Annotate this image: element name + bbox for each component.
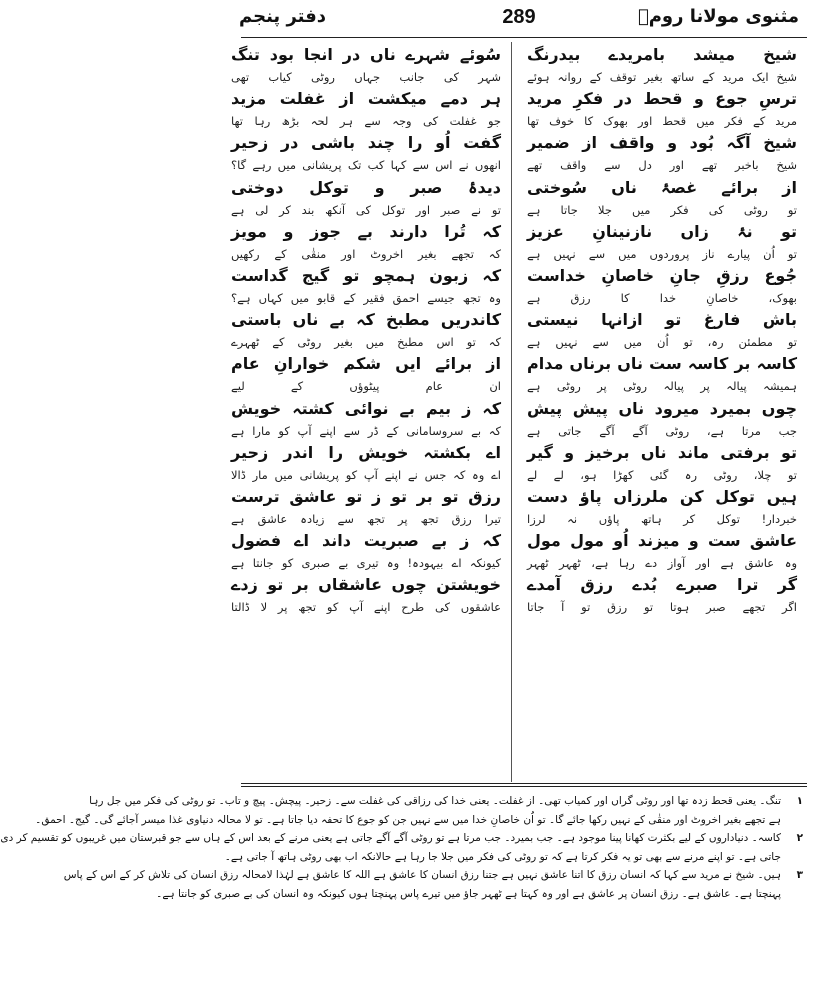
translation-line: تیرا رزق تجھ پر تجھ سے زیادہ عاشق ہے bbox=[231, 511, 501, 526]
translation-line: ہمیشہ پیالہ پر پیالہ روٹی پر روٹی ہے bbox=[527, 379, 797, 394]
footnote-rule bbox=[241, 783, 807, 784]
volume-title: دفتر پنجم bbox=[239, 6, 327, 27]
verse-line: کہ تُرا دارند بے جوز و مویز bbox=[231, 221, 501, 241]
translation-line: اے وہ کہ جس نے اپنے آپ کو پریشانی میں مار ڈالا bbox=[231, 467, 501, 482]
translation-line: شیخ ایک مرید کے ساتھ بغیر توقف کے روانہ ہوئے bbox=[527, 70, 797, 85]
footnotes bbox=[0, 792, 807, 903]
translation-line: جب مرتا ہے، روٹی آگے آگے جاتی ہے bbox=[527, 423, 797, 438]
translation-line: جو غفلت کی وجہ سے ہر لحہ بڑھ رہا تھا bbox=[231, 114, 501, 129]
verse-line: ترسِ جوع و قحط در فکرِ مرید bbox=[527, 89, 797, 109]
verse-line: کاندریں مطبخ کہ بے ناں باستی bbox=[231, 310, 501, 330]
verse-line: شیخ میشد بامریدے بیدرنگ bbox=[527, 45, 797, 64]
footnote-line bbox=[0, 829, 807, 848]
translation-line: انھوں نے اس سے کہا کب تک پریشانی میں رہے گا؟ bbox=[231, 158, 501, 173]
verse-line: جُوع رزقِ جانِ خاصانِ خداست bbox=[527, 265, 797, 285]
translation-line: تو اُن پیارے ناز پروردوں میں سے نہیں ہے bbox=[527, 246, 797, 261]
footnote-number: ۳ bbox=[796, 869, 803, 881]
column-divider bbox=[511, 42, 512, 782]
footnote-line bbox=[35, 811, 807, 830]
page-header bbox=[231, 4, 807, 34]
verse-line: سُوئے شہرے ناں در انجا بود تنگ bbox=[231, 45, 501, 64]
verse-line: اے بکشتہ خویش را اندر زحیر bbox=[231, 442, 501, 462]
translation-line: کہ بے سروسامانی کے ڈر سے اپنے آپ کو مارا ہے bbox=[231, 423, 501, 438]
right-column bbox=[527, 44, 797, 774]
translation-line: کہ تو اس مطبخ میں بغیر روٹی کے ٹھہرے bbox=[231, 335, 501, 350]
verse-line: عاشق ست و میزند اُو مول مول bbox=[527, 531, 797, 551]
footnote-text: ہے تجھے بغیر اخروٹ اور منقٰی کے نہیں رکھا جائے گا۔ تو اُن خاصانِ خدا میں سے نہیں جن کو جوع کا تحفہ دیا جاتا ہے۔ تو لا محالہ دنیاوی غذا میسر آجائے گی۔ گیج۔ احمق۔ bbox=[35, 813, 781, 826]
translation-line: شیخ باخبر تھے اور دل سے واقف تھے bbox=[527, 158, 797, 173]
translation-line: شہر کی جانب جہاں روٹی کیاب تھی bbox=[231, 70, 501, 85]
translation-line: وہ تجھ جیسے احمق فقیر کے قابو میں کہاں ہے؟ bbox=[231, 291, 501, 306]
translation-line: تو نے صبر اور توکل کی آنکھ بند کر لی ہے bbox=[231, 202, 501, 217]
verse-line: کہ ز بیم بے نوائی کشتہ خویش bbox=[231, 398, 501, 418]
verse-line: شیخ آگہ بُود و واقف از ضمیر bbox=[527, 133, 797, 153]
verse-line: گفت اُو را چند باشی در زحیر bbox=[231, 133, 501, 153]
verse-line: کہ ز بے صبریت داند اے فضول bbox=[231, 531, 501, 551]
translation-line: خبردار! توکل کر ہاتھ پاؤں نہ لرزا bbox=[527, 511, 797, 526]
translation-line: مرید کے فکر میں قحط اور بھوک کا خوف تھا bbox=[527, 114, 797, 129]
verse-line: چوں بمیرد میرود ناں پیش پیش bbox=[527, 398, 797, 418]
verse-line: ہیں توکل کن ملرزاں پاؤ دست bbox=[527, 486, 797, 506]
verse-line: خویشتن چوں عاشقاں بر تو زدے bbox=[231, 575, 501, 595]
translation-line: عاشقوں کی طرح اپنے آپ کو تجھ پر لا ڈالتا bbox=[231, 600, 501, 615]
footnote-line bbox=[156, 885, 807, 904]
footnote-text: ہیں۔ شیخ نے مرید سے کہا کہ انسان رزق کا اتنا عاشق نہیں ہے جتنا رزق انسان کا عاشق ہے اللہ کا عاشق ہے لہٰذا لامحالہ رزق انسان کی تلاش کر کے اس کے پاس bbox=[63, 869, 781, 881]
verse-line: باش فارغ تو ازانہا نیستی bbox=[527, 310, 797, 330]
translation-line: بھوک، خاصانِ خدا کا رزق ہے bbox=[527, 291, 797, 306]
verse-line: رزق تو بر تو ز تو عاشق ترست bbox=[231, 486, 501, 506]
verse-line: کہ زبون ہمچو تو گیج گداست bbox=[231, 265, 501, 285]
footnote-text: تنگ۔ یعنی قحط زدہ تھا اور روٹی گراں اور کمیاب تھی۔ از غفلت۔ یعنی خدا کی رزاقی کی غفلت سے۔ زحیر۔ پیچش۔ پیچ و تاب۔ تو روٹی کی فکر میں جل رہا bbox=[89, 795, 781, 807]
book-title: مثنوی مولانا رومؒ bbox=[637, 6, 799, 27]
footnote-text: پہنچتا ہے۔ عاشق ہے۔ رزق انسان پر عاشق ہے اور وہ کہتا ہے ٹھہر جاؤ میں تیرے پاس پہنچتا ہوں کیونکہ وہ انسان کی بے صبری کو جانتا ہے۔ bbox=[156, 887, 781, 900]
verse-line: ہر دمے میکشت از غفلت مزید bbox=[231, 89, 501, 109]
verse-line: از برائے ایں شکم خوارانِ عام bbox=[231, 354, 501, 374]
header-rule bbox=[241, 37, 807, 38]
translation-line: اگر تجھے صبر ہوتا تو رزق تو آ جاتا bbox=[527, 600, 797, 615]
left-column bbox=[231, 44, 501, 774]
footnote-rule-double bbox=[241, 786, 807, 787]
footnote-line bbox=[224, 848, 807, 867]
translation-line: ان عام پیٹوؤں کے لیے bbox=[231, 379, 501, 394]
translation-line: تو چلا، روٹی رہ گئی کھڑا ہو، لے لے bbox=[527, 467, 797, 482]
translation-line: تو روٹی کی فکر میں جلا جاتا ہے bbox=[527, 202, 797, 217]
verse-line: دیدۂ صبر و توکل دوختی bbox=[231, 177, 501, 197]
verse-line: تو برفتی ماند ناں برخیز و گیر bbox=[527, 442, 797, 462]
footnote-number: ۱ bbox=[796, 795, 803, 807]
verse-line: گر ترا صبرے بُدے رزق آمدے bbox=[527, 575, 797, 595]
verse-line: تو نۂ زاں نازنینانِ عزیز bbox=[527, 221, 797, 241]
translation-line: تو مطمئن رہ، تو اُن میں سے نہیں ہے bbox=[527, 335, 797, 350]
footnote-number: ۲ bbox=[796, 832, 803, 844]
translation-line: وہ عاشق ہے اور آواز دے رہا ہے، ٹھہر ٹھہر bbox=[527, 556, 797, 571]
translation-line: کہ تجھے بغیر اخروٹ اور منقٰی کے رکھیں bbox=[231, 246, 501, 261]
verse-line: از برائے غصۂ ناں سُوختی bbox=[527, 177, 797, 197]
verse-line: کاسہ بر کاسہ ست ناں برناں مدام bbox=[527, 354, 797, 374]
footnote-text: جاتی ہے۔ تو اپنے مرنے سے بھی تو یہ فکر کرتا ہے کہ تو روٹی کی فکر میں جلا جا رہا ہے حالانکہ اب بھی روٹی ہاتھ آ جاتی ہے۔ bbox=[224, 850, 781, 863]
footnote-text: کاسہ۔ دنیاداروں کے لیے بکثرت کھانا پینا موجود ہے۔ جب بمیرد۔ جب مرتا ہے تو روٹی آگے آگے جاتی ہے یعنی مرنے کے بعد اس کے ہاں سے جو قبرستان میں غریبوں کو تقسیم کر دی bbox=[0, 832, 781, 844]
footnote-line bbox=[63, 866, 807, 885]
footnote-line bbox=[89, 792, 807, 811]
page-number: 289 bbox=[502, 6, 536, 28]
translation-line: کیونکہ اے بیہودہ! وہ تیری بے صبری کو جانتا ہے bbox=[231, 556, 501, 571]
